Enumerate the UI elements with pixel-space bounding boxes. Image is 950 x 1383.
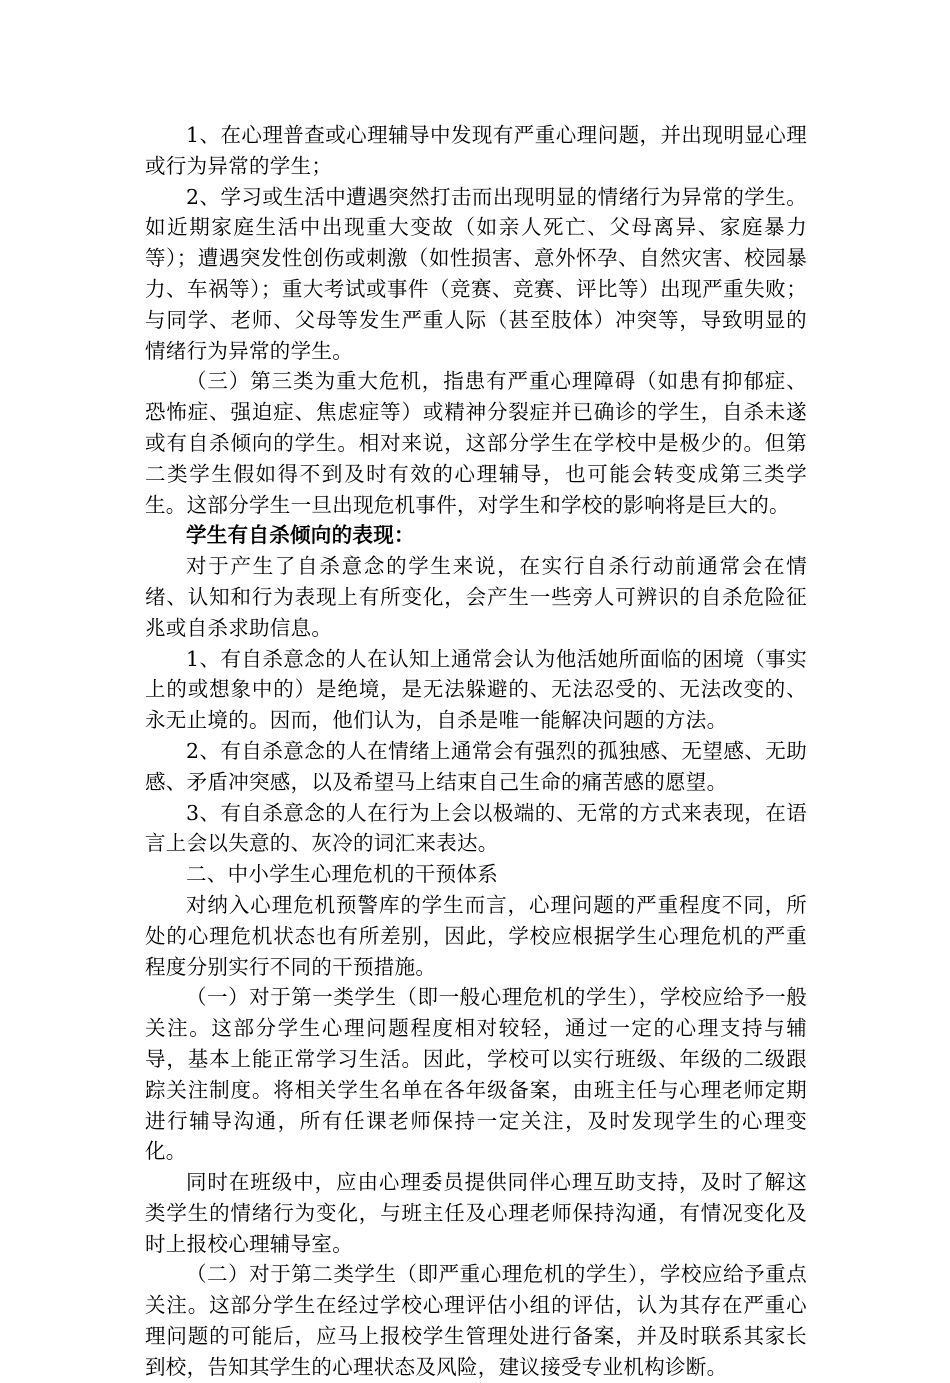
paragraph-8: 3、有自杀意念的人在行为上会以极端的、无常的方式来表现，在语言上会以失意的、灰冷的词汇来表达。 [145, 800, 807, 856]
paragraph-1: 1、在心理普查或心理辅导中发现有严重心理问题，并出现明显心理或行为异常的学生； [145, 123, 807, 178]
paragraph-12: 同时在班级中，应由心理委员提供同伴心理互助支持，及时了解这类学生的情绪行为变化，与班主任及心理老师保持沟通，有情况变化及时上报校心理辅导室。 [145, 1170, 807, 1256]
paragraph-13: （二）对于第二类学生（即严重心理危机的学生），学校应给予重点关注。这部分学生在经过学校心理评估小组的评估，认为其存在严重心理问题的可能后，应马上报校学生管理处进行备案，并及时联系其家长到校，告知其学生的心理状态及风险，建议接受专业机构诊断。 [145, 1262, 807, 1379]
paragraph-2: 2、学习或生活中遭遇突然打击而出现明显的情绪行为异常的学生。如近期家庭生活中出现重大变故（如亲人死亡、父母离异、家庭暴力等）；遭遇突发性创伤或刺激（如性损害、意外怀孕、自然灾害、校园暴力、车祸等）；重大考试或事件（竞赛、竞赛、评比等）出现严重失败；与同学、老师、父母等发生严重人际（甚至肢体）冲突等，导致明显的情绪行为异常的学生。 [145, 184, 807, 363]
paragraph-11: （一）对于第一类学生（即一般心理危机的学生），学校应给予一般关注。这部分学生心理问题程度相对较轻，通过一定的心理支持与辅导，基本上能正常学习生活。因此，学校可以实行班级、年级的二级跟踪关注制度。将相关学生名单在各年级备案，由班主任与心理老师定期进行辅导沟通，所有任课老师保持一定关注，及时发现学生的心理变化。 [145, 985, 807, 1164]
paragraph-5: 对于产生了自杀意念的学生来说，在实行自杀行动前通常会在情绪、认知和行为表现上有所变化，会产生一些旁人可辨识的自杀危险征兆或自杀求助信息。 [145, 554, 807, 640]
paragraph-6: 1、有自杀意念的人在认知上通常会认为他活她所面临的困境（事实上的或想象中的）是绝境，是无法躲避的、无法忍受的、无法改变的、永无止境的。因而，他们认为，自杀是唯一能解决问题的方法。 [145, 646, 807, 733]
paragraph-7: 2、有自杀意念的人在情绪上通常会有强烈的孤独感、无望感、无助感、矛盾冲突感，以及希望马上结束自己生命的痛苦感的愿望。 [145, 738, 807, 794]
section-title: 二、中小学生心理危机的干预体系 [186, 862, 498, 887]
paragraph-3: （三）第三类为重大危机，指患有严重心理障碍（如患有抑郁症、恐怖症、强迫症、焦虑症等）或精神分裂症并已确诊的学生，自杀未遂或有自杀倾向的学生。相对来说，这部分学生在学校中是极少的。但第二类学生假如得不到及时有效的心理辅导，也可能会转变成第三类学生。这部分学生一旦出现危机事件，对学生和学校的影响将是巨大的。 [145, 369, 807, 517]
document-page [145, 120, 807, 1383]
paragraph-10: 对纳入心理危机预警库的学生而言，心理问题的严重程度不同，所处的心理危机状态也有所差别，因此，学校应根据学生心理危机的严重程度分别实行不同的干预措施。 [145, 892, 807, 979]
section-heading: 学生有自杀倾向的表现： [186, 523, 415, 548]
